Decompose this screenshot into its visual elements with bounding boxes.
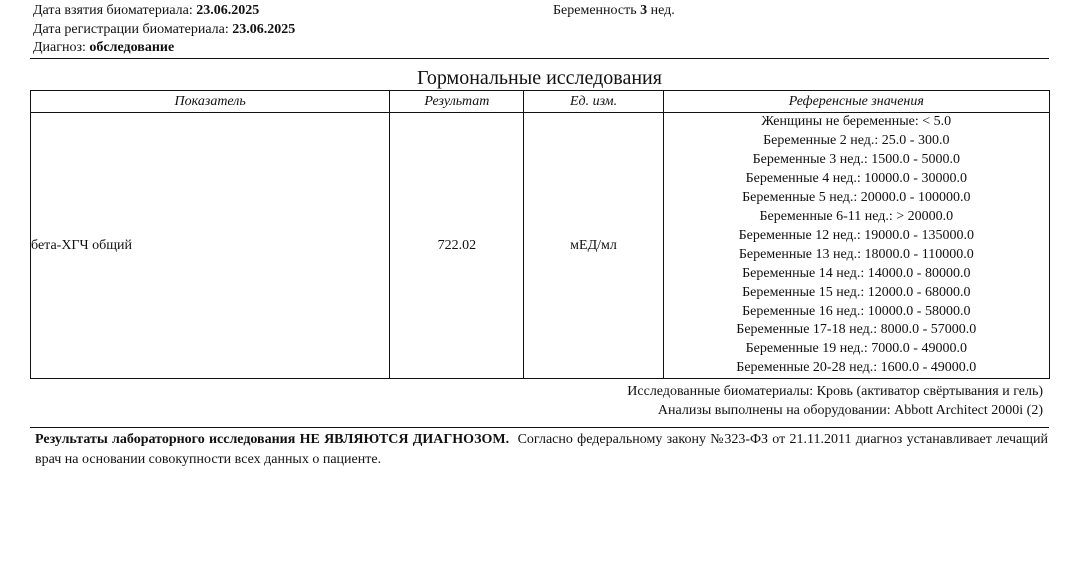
reference-values bbox=[663, 113, 1049, 379]
reference-line: Беременные 20-28 нед.: 1600.0 - 49000.0 bbox=[736, 360, 977, 376]
reference-line: Беременные 13 нед.: 18000.0 - 110000.0 bbox=[738, 246, 974, 262]
pregnancy-value: 3 bbox=[640, 3, 648, 18]
pregnancy-label: Беременность bbox=[553, 3, 637, 18]
collection-date-label: Дата взятия биоматериала: bbox=[33, 3, 193, 18]
disclaimer-text: Согласно федеральному закону №323-ФЗ от 21.11.2011 диагноз устанавливает лечащий врач на основании совокупности всех данных о пациенте. bbox=[35, 432, 1048, 467]
reference-line: Беременные 15 нед.: 12000.0 - 68000.0 bbox=[742, 284, 971, 300]
result-value: 722.02 bbox=[390, 113, 524, 379]
result-unit: мЕД/мл bbox=[524, 113, 663, 379]
indicator-name: бета-ХГЧ общий bbox=[31, 113, 390, 379]
reference-line: Беременные 5 нед.: 20000.0 - 100000.0 bbox=[742, 189, 971, 205]
footer-divider bbox=[30, 427, 1049, 428]
disclaimer-bold: Результаты лабораторного исследования НЕ ЯВЛЯЮТСЯ ДИАГНОЗОМ. bbox=[35, 432, 510, 447]
reference-line: Беременные 14 нед.: 14000.0 - 80000.0 bbox=[742, 265, 971, 281]
header-unit: Ед. изм. bbox=[524, 91, 663, 113]
disclaimer bbox=[35, 430, 1048, 470]
header-divider bbox=[30, 58, 1049, 59]
reference-line: Беременные 3 нед.: 1500.0 - 5000.0 bbox=[752, 151, 960, 167]
registration-date bbox=[33, 22, 295, 38]
header-reference: Референсные значения bbox=[663, 91, 1049, 113]
reference-line: Беременные 6-11 нед.: > 20000.0 bbox=[759, 208, 954, 224]
reference-line: Женщины не беременные: < 5.0 bbox=[761, 114, 952, 129]
header-result: Результат bbox=[390, 91, 524, 113]
reference-line: Беременные 2 нед.: 25.0 - 300.0 bbox=[763, 132, 950, 148]
reference-line: Беременные 17-18 нед.: 8000.0 - 57000.0 bbox=[736, 322, 977, 338]
collection-date bbox=[33, 3, 259, 19]
pregnancy-info bbox=[553, 3, 675, 19]
table-row bbox=[31, 113, 1050, 379]
reference-line: Беременные 4 нед.: 10000.0 - 30000.0 bbox=[745, 170, 967, 186]
results-table bbox=[30, 90, 1050, 379]
diagnosis-label: Диагноз: bbox=[33, 40, 86, 55]
header-indicator: Показатель bbox=[31, 91, 390, 113]
collection-date-value: 23.06.2025 bbox=[196, 3, 260, 18]
equipment-note: Анализы выполнены на оборудовании: Abbott Architect 2000i (2) bbox=[657, 403, 1043, 418]
registration-date-value: 23.06.2025 bbox=[232, 22, 296, 37]
pregnancy-unit: нед. bbox=[650, 3, 675, 18]
diagnosis-value: обследование bbox=[89, 40, 175, 55]
reference-line: Беременные 12 нед.: 19000.0 - 135000.0 bbox=[738, 227, 974, 243]
registration-date-label: Дата регистрации биоматериала: bbox=[33, 22, 229, 37]
reference-line: Беременные 19 нед.: 7000.0 - 49000.0 bbox=[745, 341, 967, 357]
diagnosis bbox=[33, 40, 174, 56]
section-title: Гормональные исследования bbox=[417, 67, 662, 89]
biomaterials-note: Исследованные биоматериалы: Кровь (активатор свёртывания и гель) bbox=[627, 384, 1043, 399]
table-header-row bbox=[31, 91, 1050, 113]
reference-line: Беременные 16 нед.: 10000.0 - 58000.0 bbox=[742, 303, 971, 319]
